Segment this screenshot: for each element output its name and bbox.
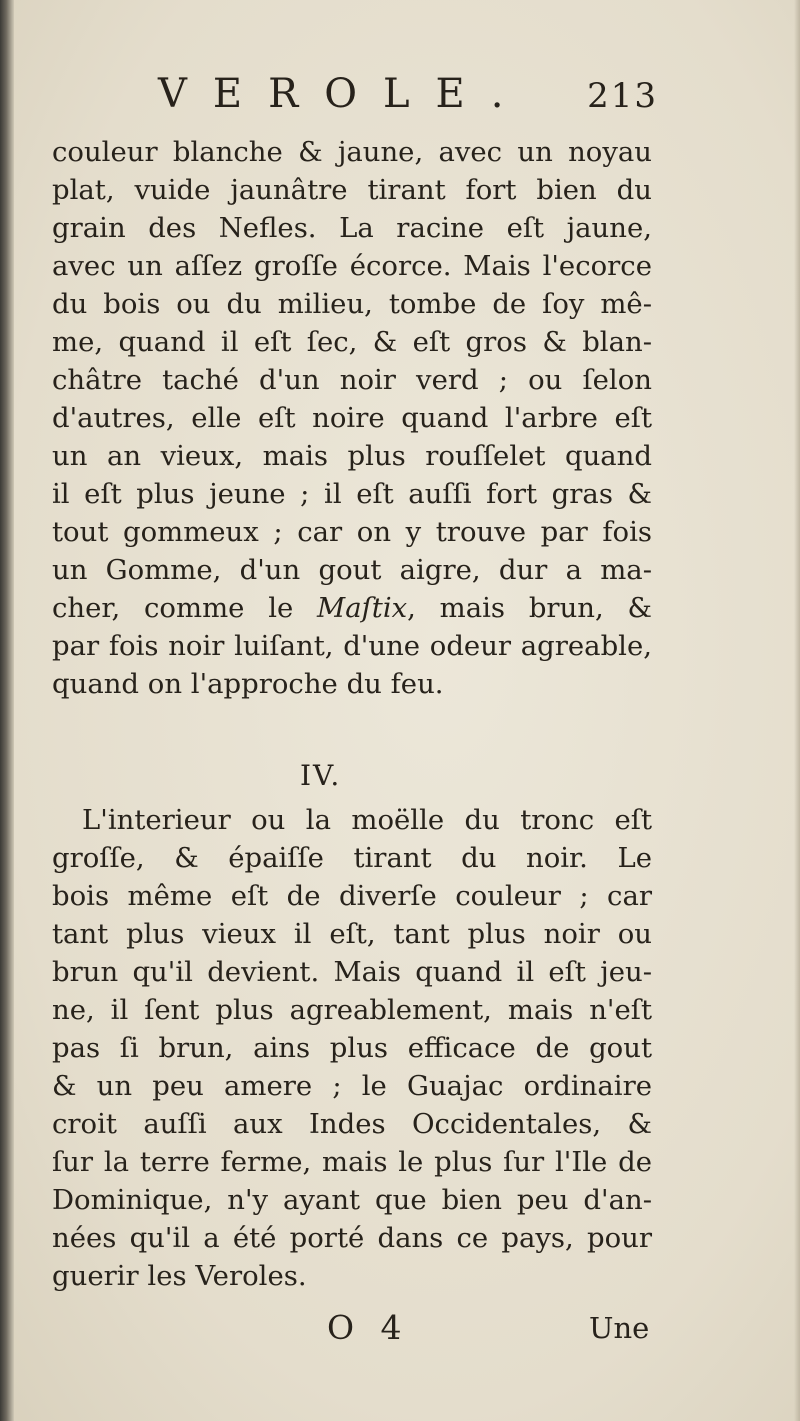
- text-line: & un peu amere ; le Guajac ordinaire: [52, 1070, 652, 1102]
- page-number: 213: [587, 76, 658, 116]
- text-line: L'interieur ou la moëlle du tronc eſt: [82, 804, 652, 836]
- text-line: un an vieux, mais plus rouſſelet quand: [52, 440, 652, 472]
- text-line: du bois ou du milieu, tombe de ſoy mê-: [52, 288, 652, 320]
- text-line: grain des Nefles. La racine eſt jaune,: [52, 212, 652, 244]
- text-segment: , mais brun, &: [407, 592, 652, 624]
- text-line: couleur blanche & jaune, avec un noyau: [52, 136, 652, 168]
- catchword: Une: [589, 1311, 650, 1345]
- text-line: bois même eſt de diverſe couleur ; car: [52, 880, 652, 912]
- text-line: ne, il ſent plus agreablement, mais n'eſt: [52, 994, 652, 1026]
- text-line: guerir les Veroles.: [52, 1260, 307, 1292]
- paragraph-continued: [52, 133, 652, 703]
- text-line: Dominique, n'y ayant que bien peu d'an-: [52, 1184, 652, 1216]
- text-line: brun qu'il devient. Mais quand il eſt jeu-: [52, 956, 652, 988]
- section-number: IV.: [300, 759, 342, 792]
- text-line: il eſt plus jeune ; il eſt auſſi fort gras &: [52, 478, 652, 510]
- signature-mark: O 4: [327, 1308, 410, 1347]
- binding-shadow: [0, 0, 14, 1421]
- text-line: d'autres, elle eſt noire quand l'arbre eſt: [52, 402, 652, 434]
- text-line: plat, vuide jaunâtre tirant fort bien du: [52, 174, 652, 206]
- text-line: avec un aſſez groſſe écorce. Mais l'ecorce: [52, 250, 652, 282]
- text-line: croit auſſi aux Indes Occidentales, &: [52, 1108, 652, 1140]
- text-line: quand on l'approche du feu.: [52, 668, 444, 700]
- text-line: tant plus vieux il eſt, tant plus noir ou: [52, 918, 652, 950]
- italic-term: Maſtix: [317, 592, 408, 624]
- text-line: par fois noir luiſant, d'une odeur agreable,: [52, 630, 652, 662]
- text-line: me, quand il eſt ſec, & eſt gros & blan-: [52, 326, 652, 358]
- text-line: tout gommeux ; car on y trouve par fois: [52, 516, 652, 548]
- text-line: nées qu'il a été porté dans ce pays, pour: [52, 1222, 652, 1254]
- text-line: groſſe, & épaiſſe tirant du noir. Le: [52, 842, 652, 874]
- running-head: [158, 66, 658, 122]
- text-segment: cher, comme le: [52, 592, 318, 624]
- text-line: châtre taché d'un noir verd ; ou ſelon: [52, 364, 652, 396]
- text-line-with-italic: [52, 589, 652, 627]
- paragraph-section-iv: [52, 801, 652, 1295]
- running-title: VEROLE.: [158, 71, 530, 117]
- page-edge: [794, 0, 800, 1421]
- text-line: pas ſi brun, ains plus efficace de gout: [52, 1032, 652, 1064]
- text-line: ſur la terre ferme, mais le plus ſur l'Ile de: [52, 1146, 652, 1178]
- text-line: un Gomme, d'un gout aigre, dur a ma-: [52, 554, 652, 586]
